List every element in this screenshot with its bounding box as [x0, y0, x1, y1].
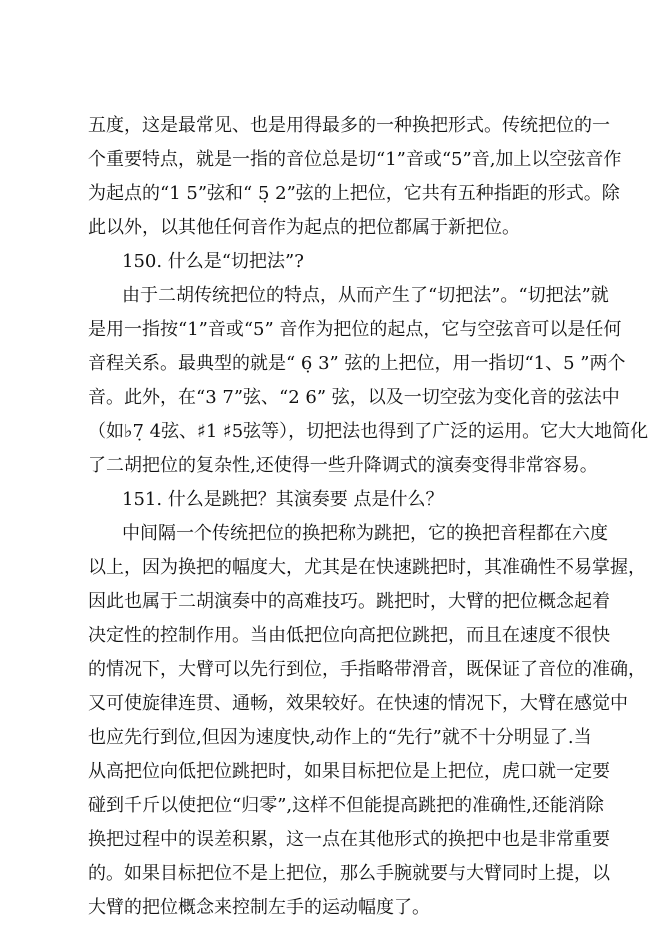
paragraph-line: 个重要特点，就是一指的音位总是切“1”音或“5”音,加上以空弦音作 — [88, 149, 622, 170]
paragraph-line: 的情况下，大臂可以先行到位，手指略带滑音，既保证了音位的准确， — [88, 659, 646, 680]
question-heading-150: 150. 什么是“切把法”? — [122, 251, 304, 272]
paragraph-line: 为起点的“1 5”弦和“ 5̣ 2”弦的上把位，它共有五种指距的形式。除 — [88, 183, 620, 204]
paragraph-line: 是用一指按“1”音或“5” 音作为把位的起点，它与空弦音可以是任何 — [88, 319, 622, 340]
paragraph-line: 大臂的把位概念来控制左手的运动幅度了。 — [88, 897, 430, 918]
paragraph-line: 中间隔一个传统把位的换把称为跳把，它的换把音程都在六度 — [122, 523, 608, 544]
paragraph-line: （如♭7̣ 4弦、♯1 ♯5弦等），切把法也得到了广泛的运用。它大大地简化 — [88, 421, 649, 442]
paragraph-line: 了二胡把位的复杂性,还使得一些升降调式的演奏变得非常容易。 — [88, 455, 598, 476]
paragraph-line: 此以外，以其他任何音作为起点的把位都属于新把位。 — [88, 217, 520, 238]
paragraph-line: 换把过程中的误差积累，这一点在其他形式的换把中也是非常重要 — [88, 829, 610, 850]
paragraph-line: 碰到千斤以使把位“归零”,这样不但能提高跳把的准确性,还能消除 — [88, 795, 604, 816]
paragraph-line: 因此也属于二胡演奏中的高难技巧。跳把时，大臂的把位概念起着 — [88, 591, 610, 612]
paragraph-line: 也应先行到位,但因为速度快,动作上的“先行”就不十分明显了.当 — [88, 727, 592, 748]
paragraph-line: 的。如果目标把位不是上把位，那么手腕就要与大臂同时上提，以 — [88, 863, 610, 884]
paragraph-line: 由于二胡传统把位的特点，从而产生了“切把法”。“切把法”就 — [122, 285, 609, 306]
paragraph-line: 从高把位向低把位跳把时，如果目标把位是上把位，虎口就一定要 — [88, 761, 610, 782]
paragraph-line: 音。此外，在“3 7”弦、“2 6” 弦，以及一切空弦为变化音的弦法中 — [88, 387, 620, 408]
paragraph-line: 决定性的控制作用。当由低把位向高把位跳把，而且在速度不很快 — [88, 625, 610, 646]
question-heading-151: 151. 什么是跳把？其演奏要 点是什么？ — [122, 489, 444, 510]
paragraph-line: 以上，因为换把的幅度大，尤其是在快速跳把时，其准确性不易掌握， — [88, 557, 646, 578]
paragraph-line: 五度，这是最常见、也是用得最多的一种换把形式。传统把位的一 — [88, 115, 610, 136]
paragraph-line: 音程关系。最典型的就是“ 6̣ 3” 弦的上把位，用一指切“1、5 ”两个 — [88, 353, 626, 374]
paragraph-line: 又可使旋律连贯、通畅，效果较好。在快速的情况下，大臂在感觉中 — [88, 693, 628, 714]
